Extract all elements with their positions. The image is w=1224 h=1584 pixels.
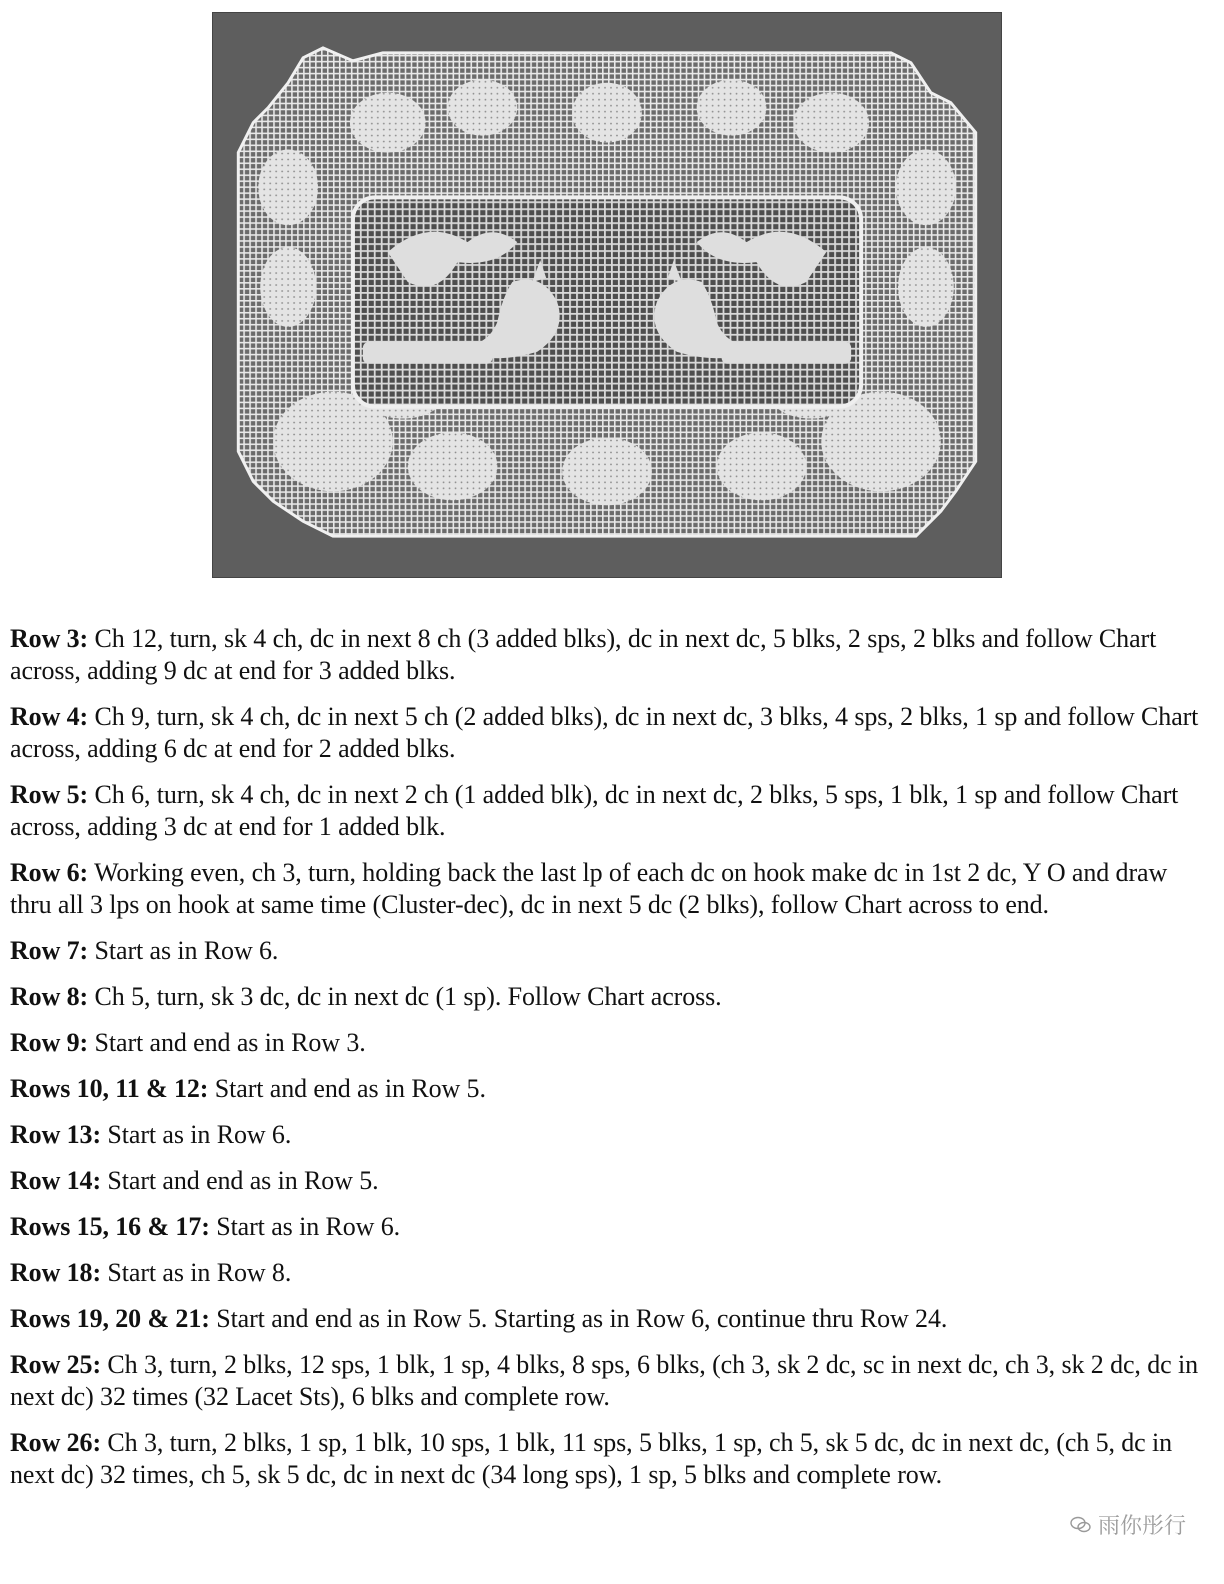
instruction-row-3 [10, 623, 1206, 687]
center-panel [353, 197, 861, 406]
row-text: Start and end as in Row 5. [214, 1074, 486, 1103]
row-text: Start and end as in Row 3. [94, 1028, 366, 1057]
doily-photo [212, 12, 1002, 578]
row-text: Working even, ch 3, turn, holding back the last lp of each dc on hook make dc in 1st 2 dc, Y O and draw thru all 3 lps on hook at same time (Cluster-dec), dc in next 5 dc (2 blks), follow Chart across to end. [10, 858, 1168, 919]
instruction-row-9 [10, 1027, 1206, 1059]
instruction-row-5 [10, 779, 1206, 843]
row-text: Start and end as in Row 5. [107, 1166, 379, 1195]
row-text: Ch 12, turn, sk 4 ch, dc in next 8 ch (3 added blks), dc in next dc, 5 blks, 2 sps, 2 blks and follow Chart across, adding 9 dc at end for 3 added blks. [10, 624, 1157, 685]
row-label: Row 13: [10, 1120, 102, 1149]
row-text: Ch 6, turn, sk 4 ch, dc in next 2 ch (1 added blk), dc in next dc, 2 blks, 5 sps, 1 blk, 1 sp and follow Chart across, adding 3 dc at end for 1 added blk. [10, 780, 1179, 841]
row-label: Row 18: [10, 1258, 102, 1287]
row-label: Row 4: [10, 702, 89, 731]
instruction-row-25 [10, 1349, 1206, 1413]
instructions-list [10, 623, 1206, 1505]
wechat-icon [1070, 1516, 1092, 1534]
row-text: Start as in Row 8. [107, 1258, 292, 1287]
row-label: Row 25: [10, 1350, 102, 1379]
instruction-row-4 [10, 701, 1206, 765]
row-label: Row 7: [10, 936, 89, 965]
instruction-row-26 [10, 1427, 1206, 1491]
row-label: Rows 15, 16 & 17: [10, 1212, 210, 1241]
watermark [1070, 1509, 1186, 1540]
row-text: Start as in Row 6. [216, 1212, 401, 1241]
row-label: Row 26: [10, 1428, 102, 1457]
row-text: Ch 3, turn, 2 blks, 12 sps, 1 blk, 1 sp, 4 blks, 8 sps, 6 blks, (ch 3, sk 2 dc, sc in next dc, ch 3, sk 2 dc, dc in next dc) 32 times (32 Lacet Sts), 6 blks and complete row. [10, 1350, 1198, 1411]
instruction-row-18 [10, 1257, 1206, 1289]
row-text: Start and end as in Row 5. Starting as in Row 6, continue thru Row 24. [216, 1304, 948, 1333]
instruction-row-14 [10, 1165, 1206, 1197]
row-label: Row 9: [10, 1028, 89, 1057]
row-label: Row 5: [10, 780, 89, 809]
instruction-row-13 [10, 1119, 1206, 1151]
row-text: Start as in Row 6. [94, 936, 279, 965]
row-label: Row 8: [10, 982, 89, 1011]
instruction-row-7 [10, 935, 1206, 967]
watermark-text: 雨你彤行 [1097, 1514, 1186, 1539]
doily-illustration [213, 13, 1001, 577]
instruction-rows-10-12 [10, 1073, 1206, 1105]
instruction-row-8 [10, 981, 1206, 1013]
row-label: Row 14: [10, 1166, 102, 1195]
row-text: Ch 3, turn, 2 blks, 1 sp, 1 blk, 10 sps, 1 blk, 11 sps, 5 blks, 1 sp, ch 5, sk 5 dc, dc in next dc, (ch 5, dc in next dc) 32 times, ch 5, sk 5 dc, dc in next dc (34 long sps), 1 sp, 5 blks and complete row. [10, 1428, 1173, 1489]
row-label: Row 6: [10, 858, 89, 887]
row-label: Rows 19, 20 & 21: [10, 1304, 210, 1333]
instruction-rows-19-21 [10, 1303, 1206, 1335]
row-label: Rows 10, 11 & 12: [10, 1074, 209, 1103]
row-text: Ch 5, turn, sk 3 dc, dc in next dc (1 sp). Follow Chart across. [94, 982, 722, 1011]
row-label: Row 3: [10, 624, 89, 653]
row-text: Start as in Row 6. [107, 1120, 292, 1149]
instruction-row-6 [10, 857, 1206, 921]
instruction-rows-15-17 [10, 1211, 1206, 1243]
row-text: Ch 9, turn, sk 4 ch, dc in next 5 ch (2 added blks), dc in next dc, 3 blks, 4 sps, 2 blks, 1 sp and follow Chart across, adding 6 dc at end for 2 added blks. [10, 702, 1199, 763]
